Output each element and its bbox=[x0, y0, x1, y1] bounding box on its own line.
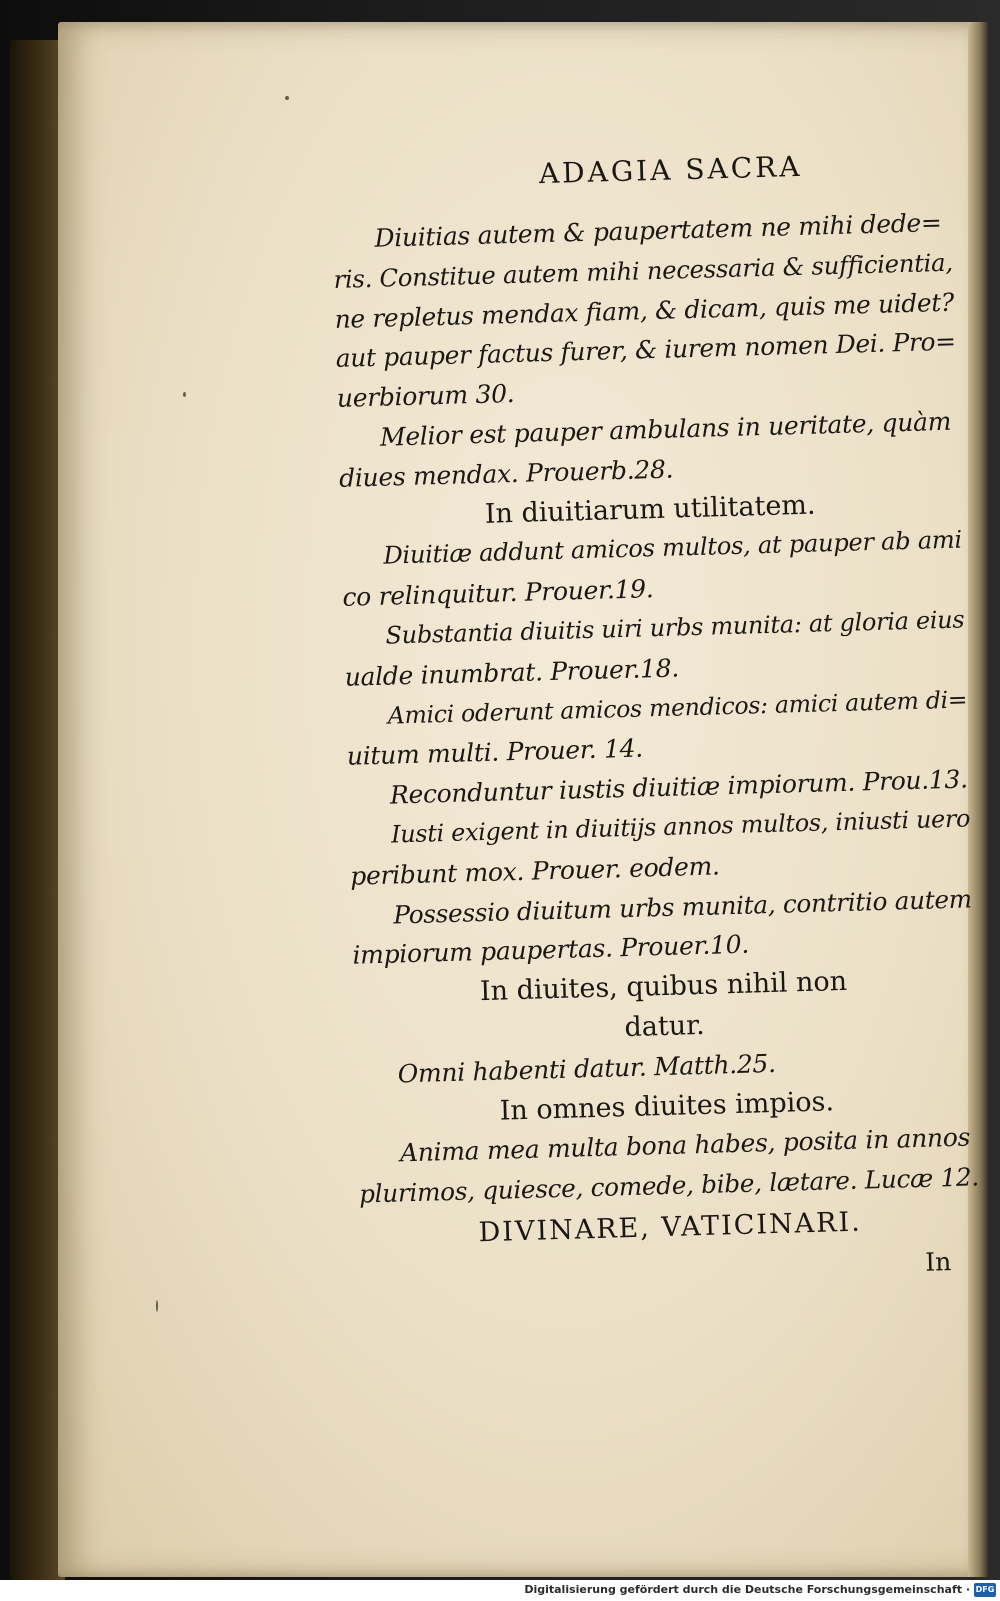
text-line: uitum multi. Prouer. 14. bbox=[346, 733, 644, 772]
text-line: aut pauper factus furer, & iurem nomen Dei. Pro= bbox=[335, 327, 957, 374]
section-heading: In omnes diuites impios. bbox=[499, 1085, 835, 1127]
footer-credit: Digitalisierung gefördert durch die Deutsche Forschungsgemeinschaft · bbox=[524, 1583, 970, 1596]
page-edge bbox=[968, 22, 988, 1577]
text-line: peribunt mox. Prouer. eodem. bbox=[349, 851, 720, 891]
text-line: uerbiorum 30. bbox=[336, 379, 515, 414]
paper-speck bbox=[156, 1300, 158, 1312]
text-line: Diuitiæ addunt amicos multos, at pauper ab ami bbox=[382, 525, 963, 571]
section-heading: datur. bbox=[624, 1009, 706, 1044]
text-line: Omni habenti datur. Matth.25. bbox=[397, 1048, 777, 1089]
text-line: Melior est pauper ambulans in ueritate, quàm bbox=[379, 406, 952, 452]
text-line: Amici oderunt amicos mendicos: amici autem di= bbox=[387, 684, 968, 730]
text-line: ualde inumbrat. Prouer.18. bbox=[344, 653, 680, 692]
text-line: Diuitias autem & paupertatem ne mihi dede= bbox=[374, 207, 942, 253]
text-line: diues mendax. Prouerb.28. bbox=[338, 454, 674, 493]
paper-speck bbox=[183, 392, 186, 397]
running-head: ADAGIA SACRA bbox=[538, 149, 803, 191]
section-title: DIVINARE, VATICINARI. bbox=[478, 1206, 863, 1249]
text-lines bbox=[332, 203, 980, 1215]
text-line: Reconduntur iustis diuitiæ impiorum. Prou.13. bbox=[389, 764, 969, 810]
text-line: Iusti exigent in diuitijs annos multos, iniusti uero bbox=[390, 804, 971, 849]
text-line: Anima mea multa bona habes, posita in annos bbox=[399, 1122, 971, 1168]
text-line: Possessio diuitum urbs munita, contritio autem bbox=[392, 883, 973, 930]
text-line: ris. Constitue autem mihi necessaria & sufficientia, bbox=[333, 247, 954, 294]
book-spine bbox=[10, 40, 65, 1580]
dfg-logo: DFG bbox=[974, 1583, 996, 1597]
text-line: plurimos, quiesce, comede, bibe, lætare. Lucæ 12. bbox=[358, 1162, 980, 1209]
text-line: impiorum paupertas. Prouer.10. bbox=[352, 929, 750, 971]
paper-speck bbox=[285, 96, 289, 100]
section-heading: In diuitiarum utilitatem. bbox=[484, 489, 816, 530]
text-line: co relinquitur. Prouer.19. bbox=[342, 574, 654, 612]
text-line: ne repletus mendax fiam, & dicam, quis me uidet? bbox=[334, 287, 955, 334]
text-line: Substantia diuitis uiri urbs munita: at gloria eius bbox=[385, 605, 965, 650]
section-heading: In diuites, quibus nihil non bbox=[479, 966, 848, 1008]
page-text bbox=[330, 133, 982, 1299]
catchword: In bbox=[924, 1247, 952, 1277]
